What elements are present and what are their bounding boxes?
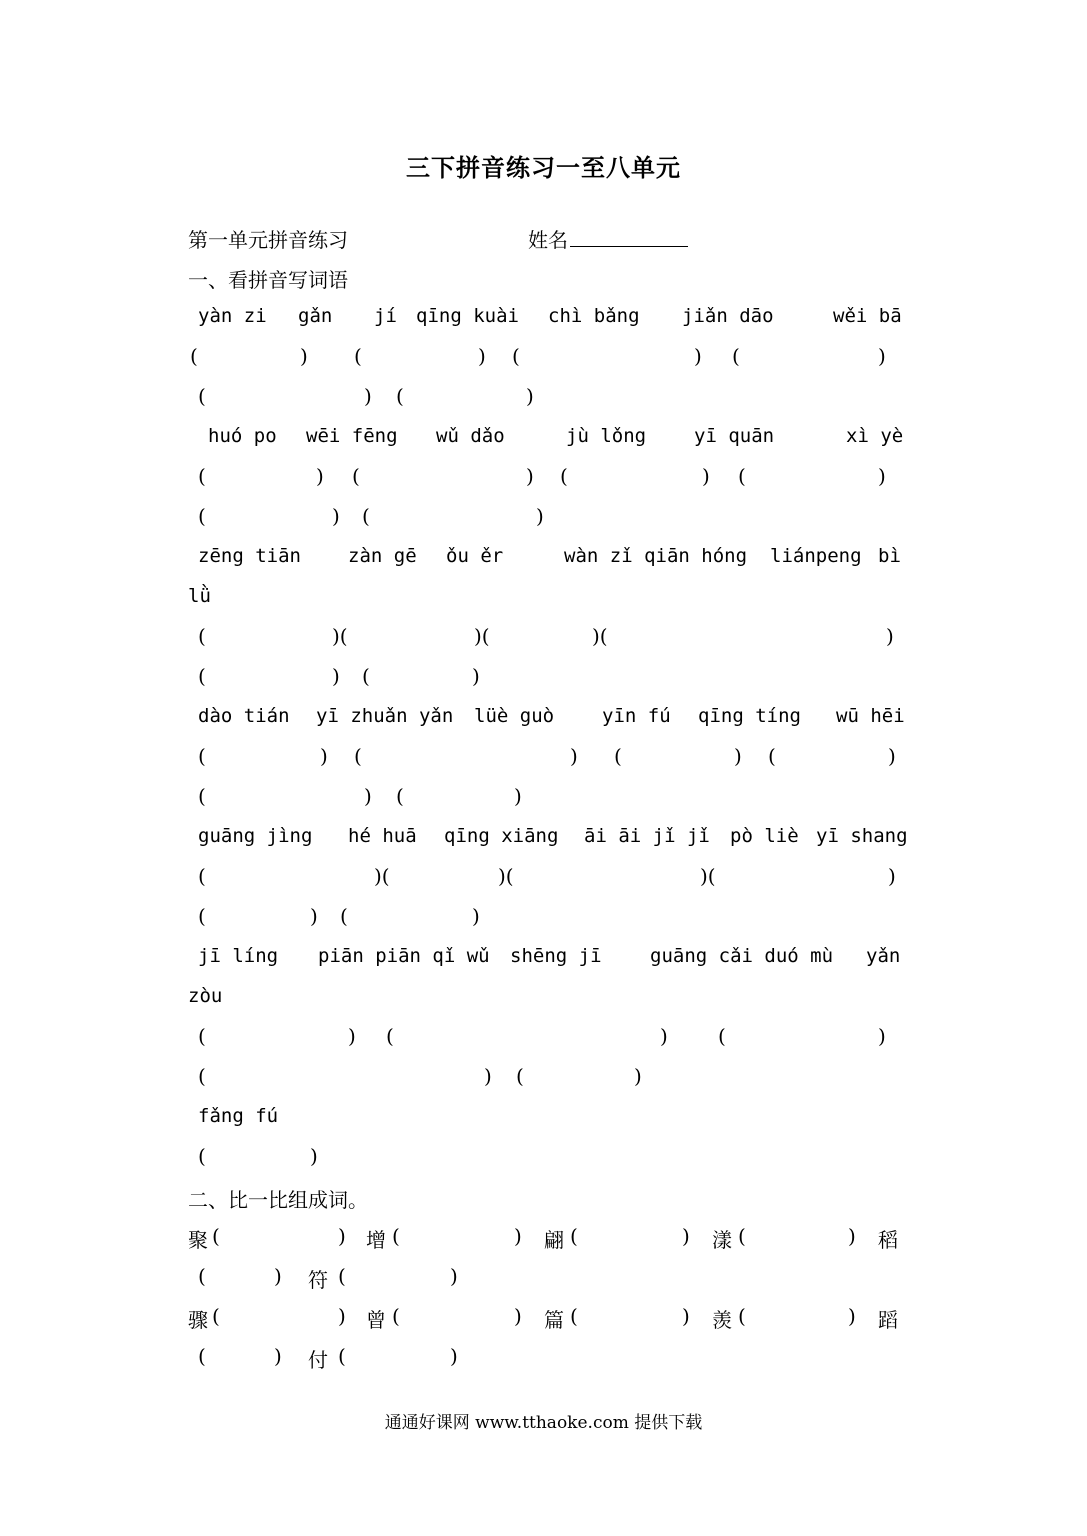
pinyin-item: yīn fú: [602, 705, 671, 727]
section-1-title: 一、看拼音写词语: [188, 268, 348, 292]
compare-char: 付: [308, 1348, 328, 1372]
pinyin-row-5: [188, 825, 908, 865]
answer-row: ( ): [198, 1144, 318, 1168]
pinyin-item: xì yè: [846, 425, 904, 447]
pinyin-row-6: [188, 945, 900, 985]
answer-row: ( ) ( ) ( ): [198, 1024, 886, 1048]
pinyin-item: āi āi jǐ jǐ: [584, 825, 710, 847]
pinyin-item: hé huā: [348, 825, 417, 847]
name-label: 姓名: [528, 228, 568, 252]
pinyin-row-3-wrap: [188, 585, 900, 625]
compare-char: 符: [308, 1268, 328, 1292]
page-title: 三下拼音练习一至八单元: [406, 153, 681, 182]
pinyin-item: gǎn: [298, 305, 333, 327]
pinyin-row-1: [188, 305, 900, 345]
pinyin-row-3: [188, 545, 900, 585]
pinyin-item: dào tián: [198, 705, 290, 727]
pinyin-item: lǜ: [188, 585, 211, 607]
pinyin-row-2: [188, 425, 904, 465]
pinyin-item: jī líng: [198, 945, 279, 967]
compare-row-1: 聚 ( ) 增 ( ) 翩 ( ) 漾 ( ) 稻: [188, 1224, 898, 1252]
pinyin-item: jù lǒng: [566, 425, 647, 447]
pinyin-item: pò liè: [730, 825, 799, 847]
pinyin-item: huó po: [208, 425, 277, 447]
pinyin-item: zàn gē: [348, 545, 417, 567]
compare-char: 聚: [188, 1228, 208, 1252]
compare-char: 羡: [712, 1308, 732, 1332]
compare-char: 稻: [878, 1228, 898, 1252]
answer-row: ( )( )( )( ): [198, 864, 896, 888]
name-field: [528, 224, 688, 253]
pinyin-item: zòu: [188, 985, 223, 1007]
pinyin-item: yǎn: [866, 945, 901, 967]
answer-row: ( ) ( ): [198, 784, 522, 808]
unit-heading: 第一单元拼音练习: [188, 228, 348, 252]
answer-row: ( ) ( ) ( ) ( ): [190, 344, 886, 368]
compare-char: 漾: [712, 1228, 732, 1252]
pinyin-item: wěi bā: [833, 305, 902, 327]
answer-row: ( ) ( ): [198, 504, 544, 528]
compare-row-1-wrap: ( ) 符 ( ): [198, 1264, 458, 1292]
compare-char: 蹈: [878, 1308, 898, 1332]
pinyin-item: wēi fēng: [306, 425, 398, 447]
answer-row: ( ) ( ) ( ) ( ): [198, 744, 896, 768]
compare-char: 篇: [544, 1308, 564, 1332]
pinyin-item: qīng xiāng: [444, 825, 559, 847]
pinyin-item: wǔ dǎo: [436, 425, 505, 447]
unit-heading-row: [188, 224, 900, 264]
pinyin-item: wū hēi: [836, 705, 905, 727]
answer-row: ( ) ( ): [198, 904, 480, 928]
pinyin-item: yī shang: [816, 825, 908, 847]
pinyin-item: zēng tiān: [198, 545, 301, 567]
pinyin-item: qīng kuài: [416, 305, 519, 327]
pinyin-item: jí: [374, 305, 397, 327]
pinyin-item: lüè guò: [474, 705, 555, 727]
name-blank: [570, 226, 688, 247]
pinyin-item: guāng jìng: [198, 825, 313, 847]
answer-row: ( ) ( ) ( ) ( ): [198, 464, 886, 488]
pinyin-item: jiǎn dāo: [682, 305, 774, 327]
pinyin-item: liánpeng: [770, 545, 862, 567]
pinyin-item: fǎng fú: [198, 1105, 279, 1127]
pinyin-item: shēng jī: [510, 945, 602, 967]
pinyin-item: qīng tíng: [698, 705, 801, 727]
answer-row: ( )( )( )( ): [198, 624, 894, 648]
compare-char: 增: [366, 1228, 386, 1252]
pinyin-item: yī zhuǎn yǎn: [316, 705, 454, 727]
pinyin-item: bì: [878, 545, 901, 567]
footer-text: 通通好课网 www.tthaoke.com 提供下载: [384, 1413, 703, 1433]
pinyin-item: yī quān: [694, 425, 775, 447]
pinyin-row-7: [188, 1105, 900, 1145]
compare-char: 骤: [188, 1308, 208, 1332]
compare-char: 翩: [544, 1228, 564, 1252]
compare-row-2-wrap: ( ) 付 ( ): [198, 1344, 458, 1372]
pinyin-item: guāng cǎi duó mù: [650, 945, 834, 967]
compare-char: 曾: [366, 1308, 386, 1332]
answer-row: ( ) ( ): [198, 384, 534, 408]
pinyin-row-4: [188, 705, 905, 745]
pinyin-item: yàn zi: [198, 305, 267, 327]
answer-row: ( ) ( ): [198, 1064, 642, 1088]
answer-row: ( ) ( ): [198, 664, 480, 688]
pinyin-item: ǒu ěr: [446, 545, 504, 567]
pinyin-item: piān piān qǐ wǔ: [318, 945, 490, 967]
pinyin-item: chì bǎng: [548, 305, 640, 327]
pinyin-row-6-wrap: [188, 985, 900, 1025]
section-2-title: 二、比一比组成词。: [188, 1188, 368, 1212]
pinyin-item: wàn zǐ qiān hóng: [564, 545, 748, 567]
compare-row-2: 骤 ( ) 曾 ( ) 篇 ( ) 羡 ( ) 蹈: [188, 1304, 898, 1332]
